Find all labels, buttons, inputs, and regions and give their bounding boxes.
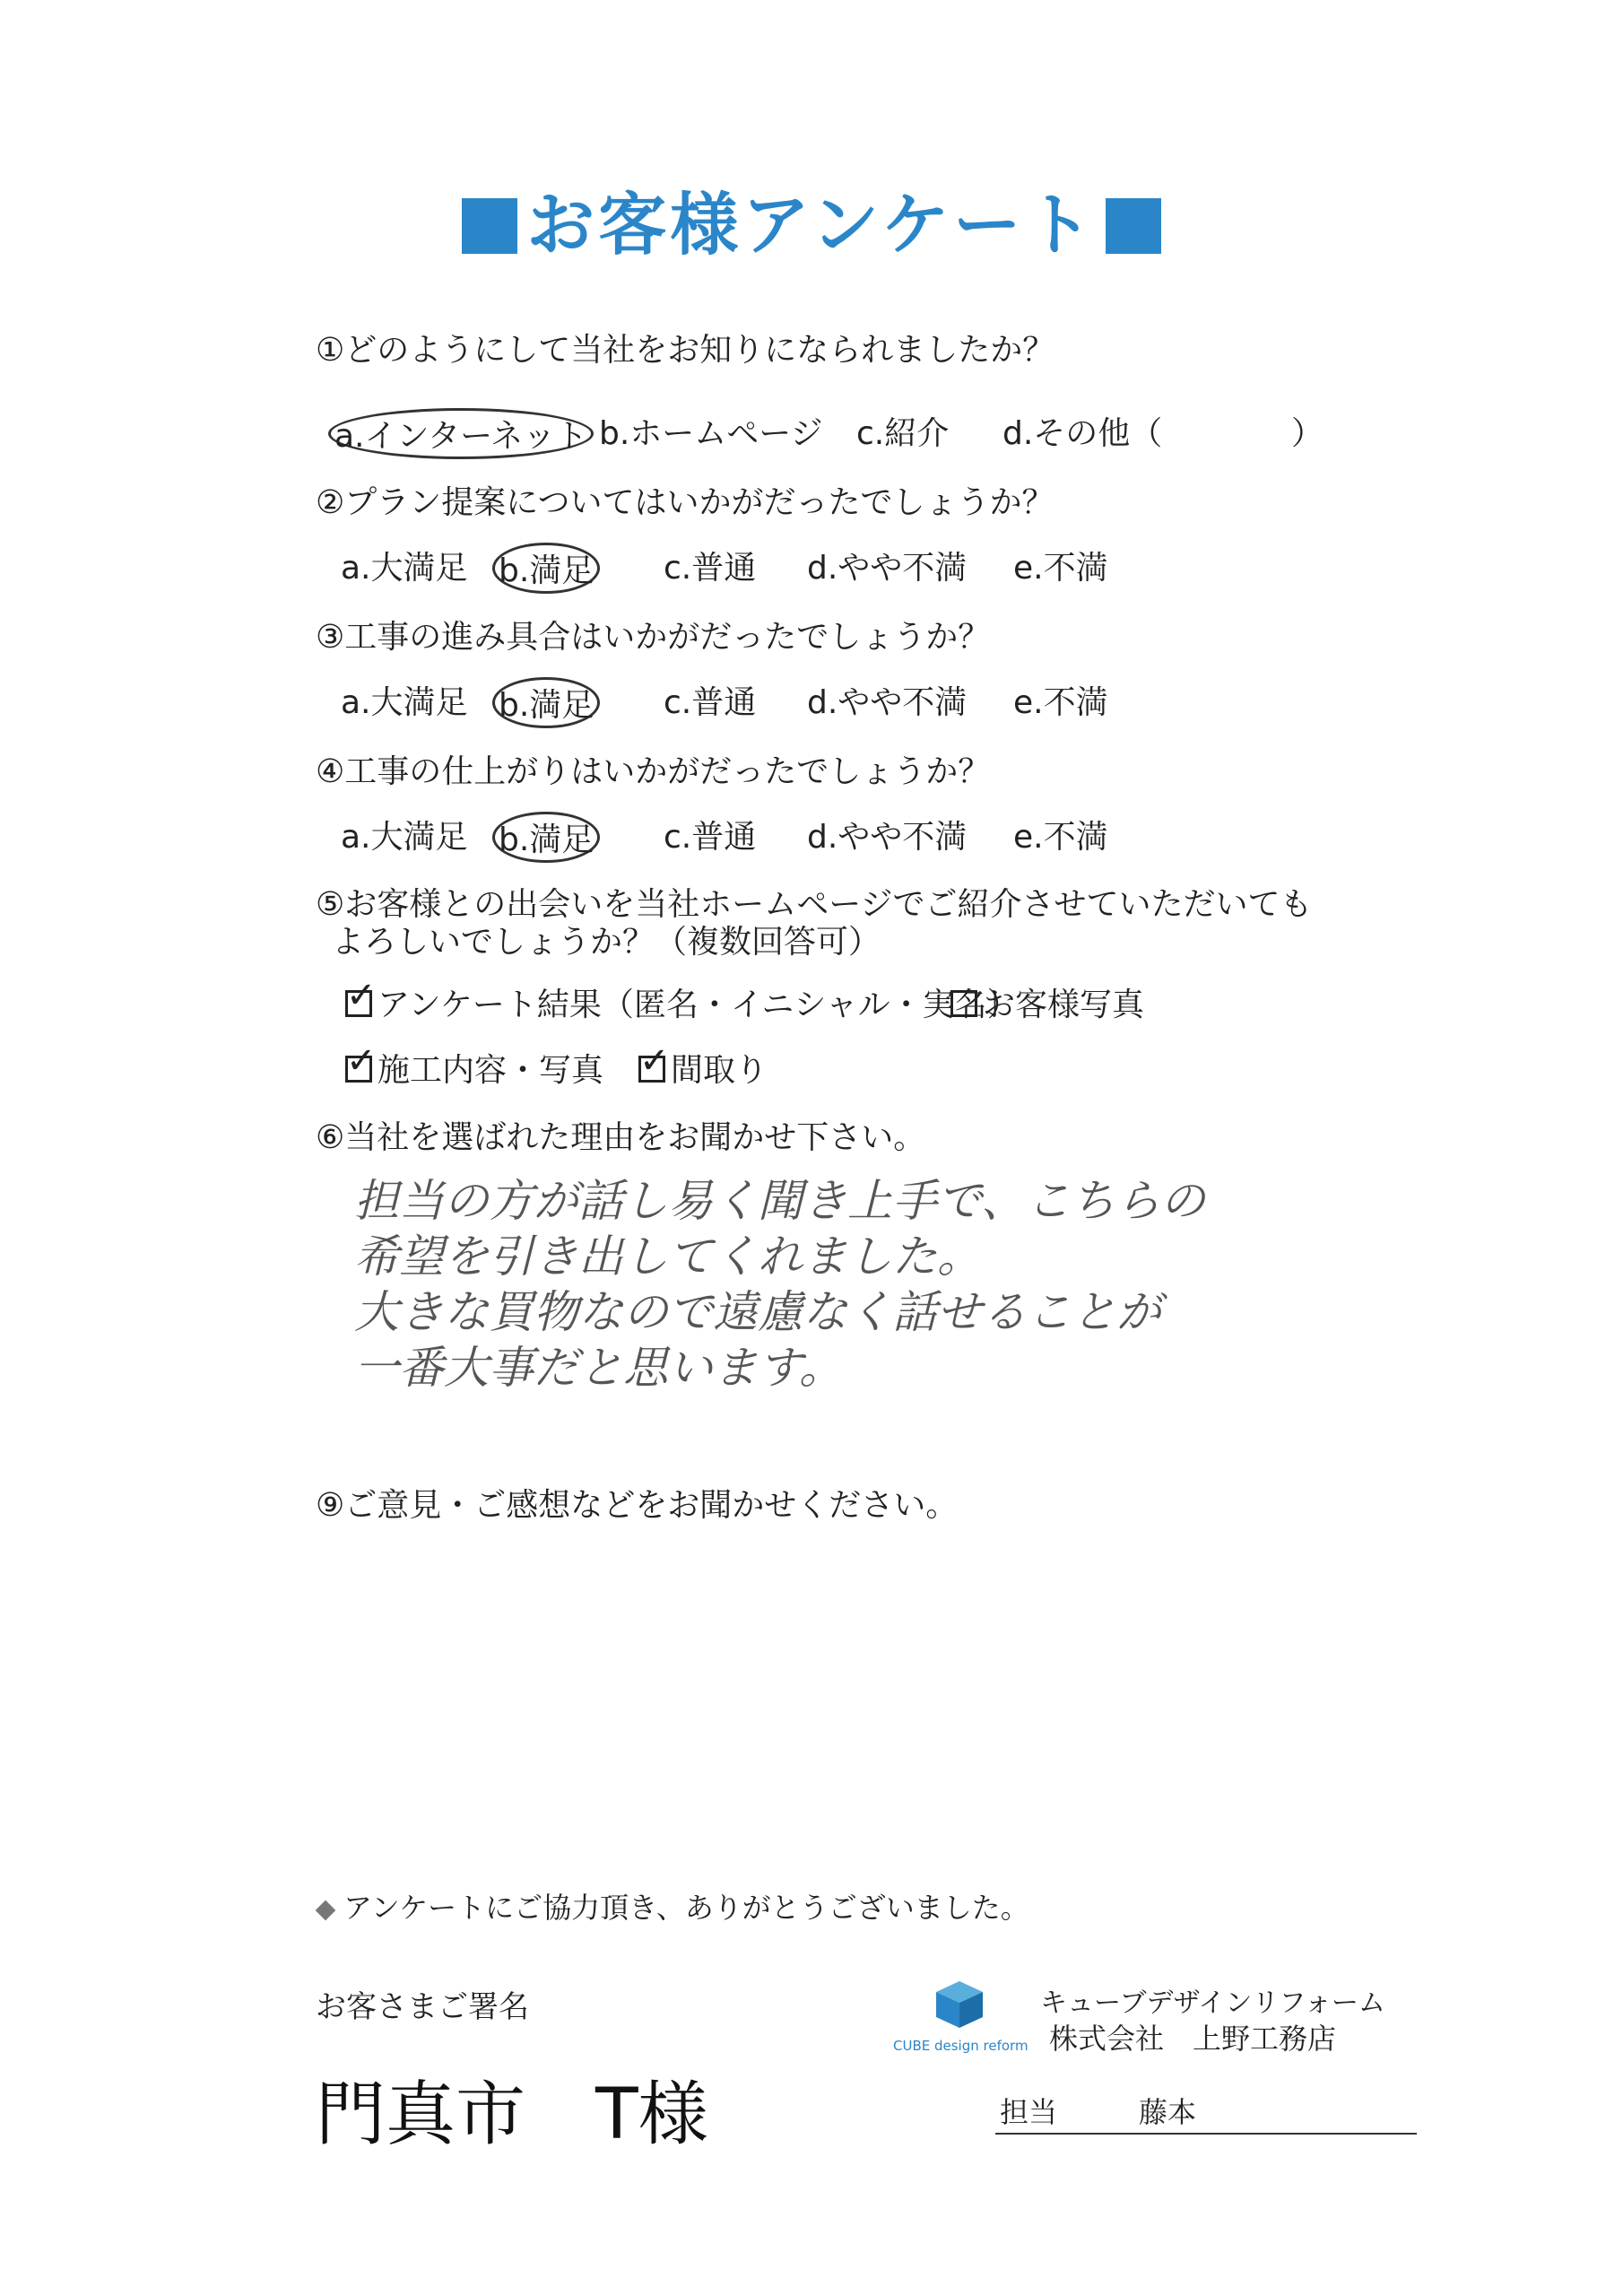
- answer-line: 大きな買物なので遠慮なく話せることが: [354, 1286, 1161, 1338]
- diamond-icon: [316, 1900, 336, 1921]
- question-6: ⑥当社を選ばれた理由をお聞かせ下さい。: [316, 1119, 926, 1156]
- title-text: お客様アンケート: [526, 185, 1097, 265]
- q4-option-e[interactable]: e.不満: [1013, 819, 1108, 856]
- question-3: ③工事の進み具合はいかがだったでしょうか？: [316, 619, 991, 656]
- q4-option-d[interactable]: d.やや不満: [807, 819, 968, 856]
- q3-option-e[interactable]: e.不満: [1013, 684, 1108, 721]
- q1-option-b[interactable]: b.ホームページ: [599, 415, 823, 452]
- q5-checkbox-construction-photos[interactable]: [345, 1045, 603, 1091]
- page-title: [0, 170, 1623, 268]
- q4-option-a[interactable]: a.大満足: [341, 819, 468, 856]
- q2-option-e[interactable]: e.不満: [1013, 550, 1108, 587]
- selected-circle: [328, 408, 594, 459]
- q1-option-d-close: ）: [1291, 415, 1324, 452]
- q2-option-a[interactable]: a.大満足: [341, 550, 468, 587]
- q5-item-label: 施工内容・写真: [378, 1052, 604, 1089]
- question-2: ②プラン提案についてはいかがだったでしょうか？: [316, 484, 1055, 521]
- q4-option-c[interactable]: c.普通: [664, 819, 757, 856]
- q3-option-a[interactable]: a.大満足: [341, 684, 468, 721]
- q1-option-d[interactable]: d.その他（: [1002, 415, 1163, 452]
- q2-option-d[interactable]: d.やや不満: [807, 550, 968, 587]
- title-square-right-icon: [1106, 198, 1161, 254]
- question-4: ④工事の仕上がりはいかがだったでしょうか？: [316, 753, 991, 790]
- rep-name: 藤本: [1139, 2095, 1197, 2129]
- q4-option-b-label: b.満足: [499, 822, 595, 858]
- question-5-line-2: よろしいでしょうか？（複数回答可）: [332, 924, 881, 961]
- q1-option-a-label: a.インターネット: [334, 418, 588, 455]
- q5-checkbox-floor-plan[interactable]: [638, 1045, 768, 1091]
- rep-underline: [995, 2133, 1417, 2135]
- q2-option-b-label: b.満足: [499, 552, 595, 589]
- q3-option-b-label: b.満足: [499, 687, 595, 724]
- answer-line: 一番大事だと思います。: [354, 1342, 844, 1394]
- q1-option-c[interactable]: c.紹介: [856, 415, 950, 452]
- q1-option-a[interactable]: [334, 408, 594, 459]
- checkbox-checked-icon: [345, 990, 372, 1017]
- question-1: ①どのようにして当社をお知りになられましたか？: [316, 332, 1055, 369]
- q4-option-b[interactable]: [498, 812, 600, 863]
- thanks-text: アンケートにご協力頂き、ありがとうございました。: [343, 1891, 1029, 1925]
- signature-name: 門真市 T様: [316, 2074, 708, 2155]
- checkbox-checked-icon: [345, 1056, 372, 1083]
- company-name: 株式会社 上野工務店: [1049, 2022, 1337, 2056]
- selected-circle: [492, 677, 600, 728]
- q5-item-label: アンケート結果（匿名・イニシャル・実名）: [378, 987, 1020, 1023]
- answer-line: 希望を引き出してくれました。: [354, 1231, 982, 1283]
- q3-option-c[interactable]: c.普通: [664, 684, 757, 721]
- q3-option-d[interactable]: d.やや不満: [807, 684, 968, 721]
- checkbox-checked-icon: [638, 1056, 665, 1083]
- title-square-left-icon: [462, 198, 517, 254]
- q5-checkbox-customer-photo[interactable]: [950, 979, 1144, 1025]
- q5-item-label: お客様写真: [983, 987, 1145, 1023]
- answer-line: 担当の方が話し易く聞き上手で、こちらの: [354, 1175, 1205, 1227]
- rep-label: 担当: [1000, 2095, 1058, 2129]
- q2-option-b[interactable]: [498, 543, 600, 594]
- q5-item-label: 間取り: [671, 1052, 768, 1089]
- cube-logo-icon: [933, 1978, 986, 2031]
- signature-label: お客さまご署名: [316, 1989, 529, 2025]
- selected-circle: [492, 543, 600, 594]
- question-9: ⑨ご意見・ご感想などをお聞かせください。: [316, 1487, 959, 1524]
- company-brand: キューブデザインリフォーム: [1040, 1987, 1385, 2019]
- q6-handwritten-answer: [354, 1173, 1205, 1396]
- checkbox-unchecked-icon: [950, 990, 977, 1017]
- logo-text: CUBE design reform: [893, 2038, 1028, 2054]
- selected-circle: [492, 812, 600, 863]
- question-5-line-1: ⑤お客様との出会いを当社ホームページでご紹介させていただいても: [316, 886, 1313, 923]
- q2-option-c[interactable]: c.普通: [664, 550, 757, 587]
- q3-option-b[interactable]: [498, 677, 600, 728]
- thanks-message: [318, 1885, 1029, 1926]
- q5-checkbox-survey-results[interactable]: [345, 979, 1020, 1025]
